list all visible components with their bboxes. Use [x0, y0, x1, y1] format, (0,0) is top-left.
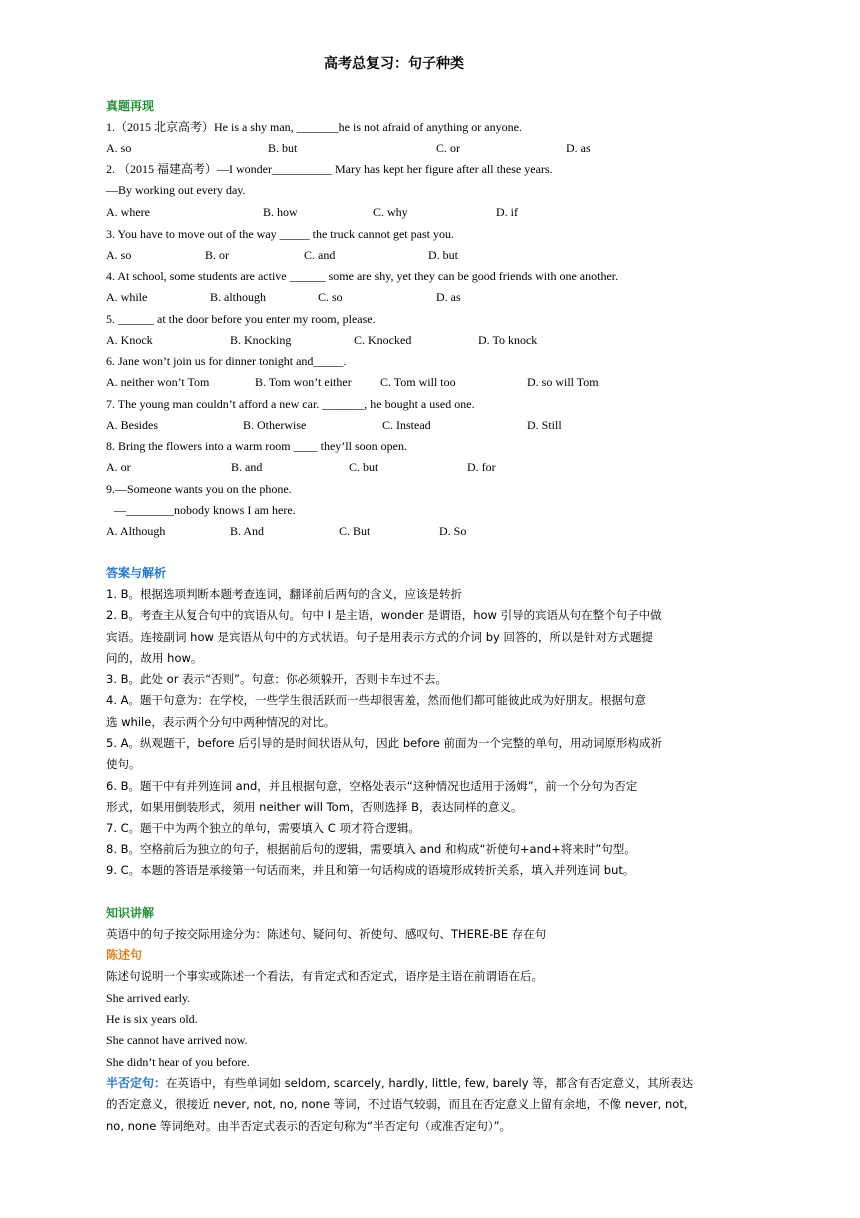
option-c: C. Knocked — [354, 333, 412, 347]
question-stem: 6. Jane won’t join us for dinner tonight and_____. — [106, 354, 347, 368]
answer-line: 7. C。题干中为两个独立的单句，需要填入 C 项才符合逻辑。 — [106, 821, 420, 835]
section-heading-real-questions: 真题再现 — [106, 99, 155, 113]
answer-line: 8. B。空格前后为独立的句子，根据前后句的逻辑，需要填入 and 和构成“祈使句+and+将来时”句型。 — [106, 842, 636, 856]
option-b: B. and — [231, 460, 263, 474]
option-d: D. Still — [527, 418, 562, 432]
option-d: D. as — [566, 141, 591, 155]
option-a: A. so — [106, 141, 132, 155]
option-d: D. but — [428, 248, 458, 262]
answer-line: 问的，故用 how。 — [106, 651, 203, 665]
answer-line: 1. B。根据选项判断本题考查连词，翻译前后两句的含义，应该是转折 — [106, 587, 463, 601]
question-reply: —________nobody knows I am here. — [114, 503, 296, 517]
section-heading-knowledge: 知识讲解 — [106, 906, 155, 920]
option-c: C. why — [373, 205, 408, 219]
question-stem: 8. Bring the flowers into a warm room ____ they’ll soon open. — [106, 439, 407, 453]
example-sentence: She didn’t hear of you before. — [106, 1055, 250, 1069]
example-sentence: She arrived early. — [106, 991, 191, 1005]
question-stem: 2. （2015 福建高考）—I wonder__________ Mary has kept her figure after all these years. — [106, 162, 553, 176]
option-b: B. how — [263, 205, 298, 219]
answer-line: 形式，如果用倒装形式，须用 neither will Tom，否则选择 B，表达同样的意义。 — [106, 800, 523, 814]
answer-line: 4. A。题干句意为：在学校，一些学生很活跃而一些却很害羞，然而他们都可能彼此成为好朋友。根据句意 — [106, 693, 646, 707]
intro-text: 英语中的句子按交际用途分为：陈述句、疑问句、祈使句、感叹句、THERE-BE 存在句 — [106, 927, 547, 941]
semi-negative-text: 在英语中，有些单词如 seldom, scarcely, hardly, little, few, barely 等，都含有否定意义，其所表达 — [166, 1076, 694, 1090]
option-c: C. Instead — [382, 418, 431, 432]
semi-negative-line: 的否定意义，很接近 never, not, no, none 等词，不过语气较弱，而且在否定意义上留有余地，不像 never, not, — [106, 1097, 688, 1111]
question-stem: 3. You have to move out of the way _____ the truck cannot get past you. — [106, 227, 454, 241]
answer-line: 6. B。题干中有并列连词 and，并且根据句意，空格处表示“这种情况也适用于汤姆”，前一个分句为否定 — [106, 779, 638, 793]
answer-line: 5. A。纵观题干，before 后引导的是时间状语从句，因此 before 前面为一个完整的单句，用动词原形构成祈 — [106, 736, 662, 750]
option-c: C. but — [349, 460, 379, 474]
option-b: B. although — [210, 290, 266, 304]
example-sentence: She cannot have arrived now. — [106, 1033, 248, 1047]
question-stem: 9.—Someone wants you on the phone. — [106, 482, 292, 496]
option-d: D. So — [439, 524, 467, 538]
option-a: A. where — [106, 205, 150, 219]
answer-line: 2. B。考查主从复合句中的宾语从句。句中 I 是主语，wonder 是谓语，how 引导的宾语从句在整个句子中做 — [106, 608, 662, 622]
option-a: A. or — [106, 460, 131, 474]
option-c: C. Tom will too — [380, 375, 456, 389]
option-c: C. But — [339, 524, 371, 538]
option-b: B. Tom won’t either — [255, 375, 352, 389]
option-a: A. neither won’t Tom — [106, 375, 210, 389]
subheading-declarative: 陈述句 — [106, 948, 143, 962]
option-d: D. as — [436, 290, 461, 304]
option-a: A. so — [106, 248, 132, 262]
option-d: D. To knock — [478, 333, 538, 347]
example-sentence: He is six years old. — [106, 1012, 198, 1026]
question-stem: 5. ______ at the door before you enter my room, please. — [106, 312, 376, 326]
question-reply: —By working out every day. — [106, 183, 246, 197]
option-d: D. so will Tom — [527, 375, 599, 389]
option-b: B. Knocking — [230, 333, 292, 347]
page-title: 高考总复习：句子种类 — [324, 56, 464, 72]
declarative-description: 陈述句说明一个事实或陈述一个看法，有肯定式和否定式，语序是主语在前谓语在后。 — [106, 969, 543, 983]
answer-line: 9. C。本题的答语是承接第一句话而来，并且和第一句话构成的语境形成转折关系，填入并列连词 but。 — [106, 863, 635, 877]
option-b: B. Otherwise — [243, 418, 307, 432]
question-stem: 4. At school, some students are active ______ some are shy, yet they can be good friends with one another. — [106, 269, 619, 283]
answer-line: 使句。 — [106, 757, 141, 771]
answer-line: 选 while，表示两个分句中两种情况的对比。 — [106, 715, 336, 729]
option-a: A. Although — [106, 524, 166, 538]
semi-negative-line: no, none 等词绝对。由半否定式表示的否定句称为“半否定句（或准否定句）”。 — [106, 1119, 512, 1133]
option-c: C. so — [318, 290, 343, 304]
answer-line: 3. B。此处 or 表示“否则”。句意：你必须躲开，否则卡车过不去。 — [106, 672, 448, 686]
question-stem: 7. The young man couldn’t afford a new car. _______, he bought a used one. — [106, 397, 475, 411]
option-a: A. Knock — [106, 333, 153, 347]
option-a: A. while — [106, 290, 148, 304]
question-stem: 1.（2015 北京高考）He is a shy man, _______he is not afraid of anything or anyone. — [106, 120, 522, 134]
option-d: D. if — [496, 205, 518, 219]
semi-negative-paragraph — [106, 1075, 693, 1091]
option-b: B. or — [205, 248, 229, 262]
section-heading-answers: 答案与解析 — [106, 566, 167, 580]
option-b: B. but — [268, 141, 298, 155]
option-c: C. and — [304, 248, 336, 262]
semi-negative-label: 半否定句： — [106, 1076, 167, 1090]
option-a: A. Besides — [106, 418, 158, 432]
option-d: D. for — [467, 460, 496, 474]
option-c: C. or — [436, 141, 460, 155]
answer-line: 宾语。连接副词 how 是宾语从句中的方式状语。句子是用表示方式的介词 by 回答的，所以是针对方式题提 — [106, 630, 653, 644]
option-b: B. And — [230, 524, 265, 538]
